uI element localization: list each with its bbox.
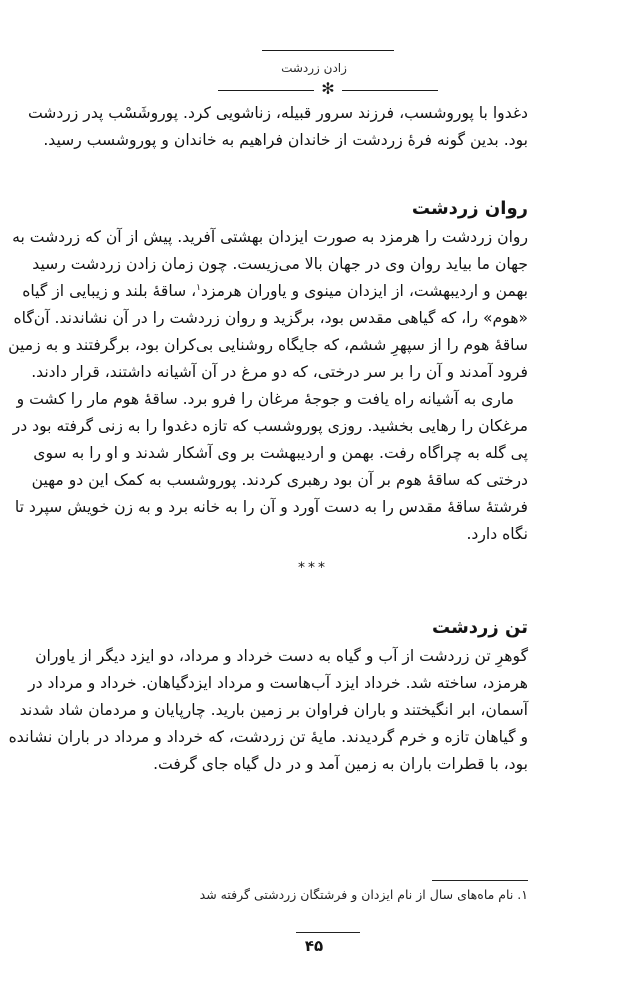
footnote: ۱. نام ماه‌های سال از نام ایزدان و فرشتگان زردشتی گرفته شد xyxy=(199,887,528,902)
text-line: پی گله به چراگاه رفت. بهمن و اردیبهشت بر وی آشکار شدند و او را به سوی xyxy=(33,444,528,462)
section-title-tan: تن زردشت xyxy=(432,617,528,638)
asterisk-ornament-icon: ✻ xyxy=(321,79,335,98)
running-title: زادن زردشت xyxy=(281,61,347,75)
text-fragment: بهمن و اردیبهشت، از ایزدان مینوی و یاوران هرمزد xyxy=(201,282,528,300)
text-line: روان زردشت را هرمزد به صورت ایزدان بهشتی آفرید. پیش از آن که زردشت به xyxy=(12,228,528,246)
footnote-rule xyxy=(432,880,528,881)
footnote-ref: ۱ xyxy=(196,282,202,293)
page-number-rule xyxy=(296,932,360,933)
text-line: نگاه دارد. xyxy=(466,525,528,543)
page-number: ۴۵ xyxy=(304,937,324,955)
section-separator: *** xyxy=(298,560,328,576)
header-top-rule xyxy=(262,50,394,51)
text-line: «هوم» را، که گیاهی مقدس بود، برگزید و روان زردشت را در آن نشاندند. آن‌گاه xyxy=(13,309,528,327)
text-line: فرشتهٔ ساقهٔ مقدس را به دست آورد و آن را به خانه برد و به زن خویش سپرد تا xyxy=(14,498,528,516)
ornament-line-left xyxy=(218,90,314,91)
text-line: فرود آمدند و آن را بر سر درختی، که دو مرغ در آن آشیانه داشتند، قرار دادند. xyxy=(31,363,528,381)
text-line: ماری به آشیانه راه یافت و جوجهٔ مرغان را فرو برد. ساقهٔ هوم مار را کشت و xyxy=(16,390,514,408)
text-line: گوهرِ تن زردشت از آب و گیاه به دست خرداد و مرداد، دو ایزد دیگر از یاوران xyxy=(35,647,528,665)
text-line xyxy=(22,278,528,305)
text-line: مرغکان را رهایی بخشید. روزی پوروشسب که تازه دغدوا را به زنی گرفته بود در xyxy=(12,417,528,435)
ornament-line-right xyxy=(342,90,438,91)
text-line: درختی که ساقهٔ هوم بر آن بود رهبری کردند. پوروشسب به کمک این دو مهین xyxy=(31,471,528,489)
text-line: دغدوا با پوروشسب، فرزند سرور قبیله، زناشویی کرد. پوروشَسْب پدر زردشت xyxy=(27,104,528,122)
text-line: ساقهٔ هوم را از سپهرِ ششم، که جایگاه روشنایی بی‌کران بود، برگرفتند و به زمین xyxy=(8,336,528,354)
text-line: آسمان، ابر انگیختند و باران فراوان بر زمین بارید. چارپایان و مردمان شاد شدند xyxy=(19,701,528,719)
text-line: جهان ما بیاید روان وی در جهان بالا می‌زیست. چون زمان زادن زردشت رسید xyxy=(32,255,528,273)
text-line: بود، با قطرات باران به زمین آمد و در دل گیاه جای گرفت. xyxy=(153,755,528,773)
text-line: هرمزد، ساخته شد. خرداد ایزد آب‌هاست و مرداد ایزدگیاهان. خرداد و مرداد در xyxy=(28,674,528,692)
header-ornament xyxy=(218,79,438,98)
text-fragment: ، ساقهٔ بلند و زیبایی از گیاه xyxy=(22,282,197,300)
section-title-ravan: روان زردشت xyxy=(411,198,528,219)
text-line: و گیاهان تازه و خرم گردیدند. مایهٔ تن زردشت، که خرداد و مرداد در باران نشانده xyxy=(8,728,528,746)
text-line: بود. بدین گونه فرهٔ زردشت از خاندان فراهیم به خاندان و پوروشسب رسید. xyxy=(43,131,528,149)
body-text xyxy=(8,100,528,778)
